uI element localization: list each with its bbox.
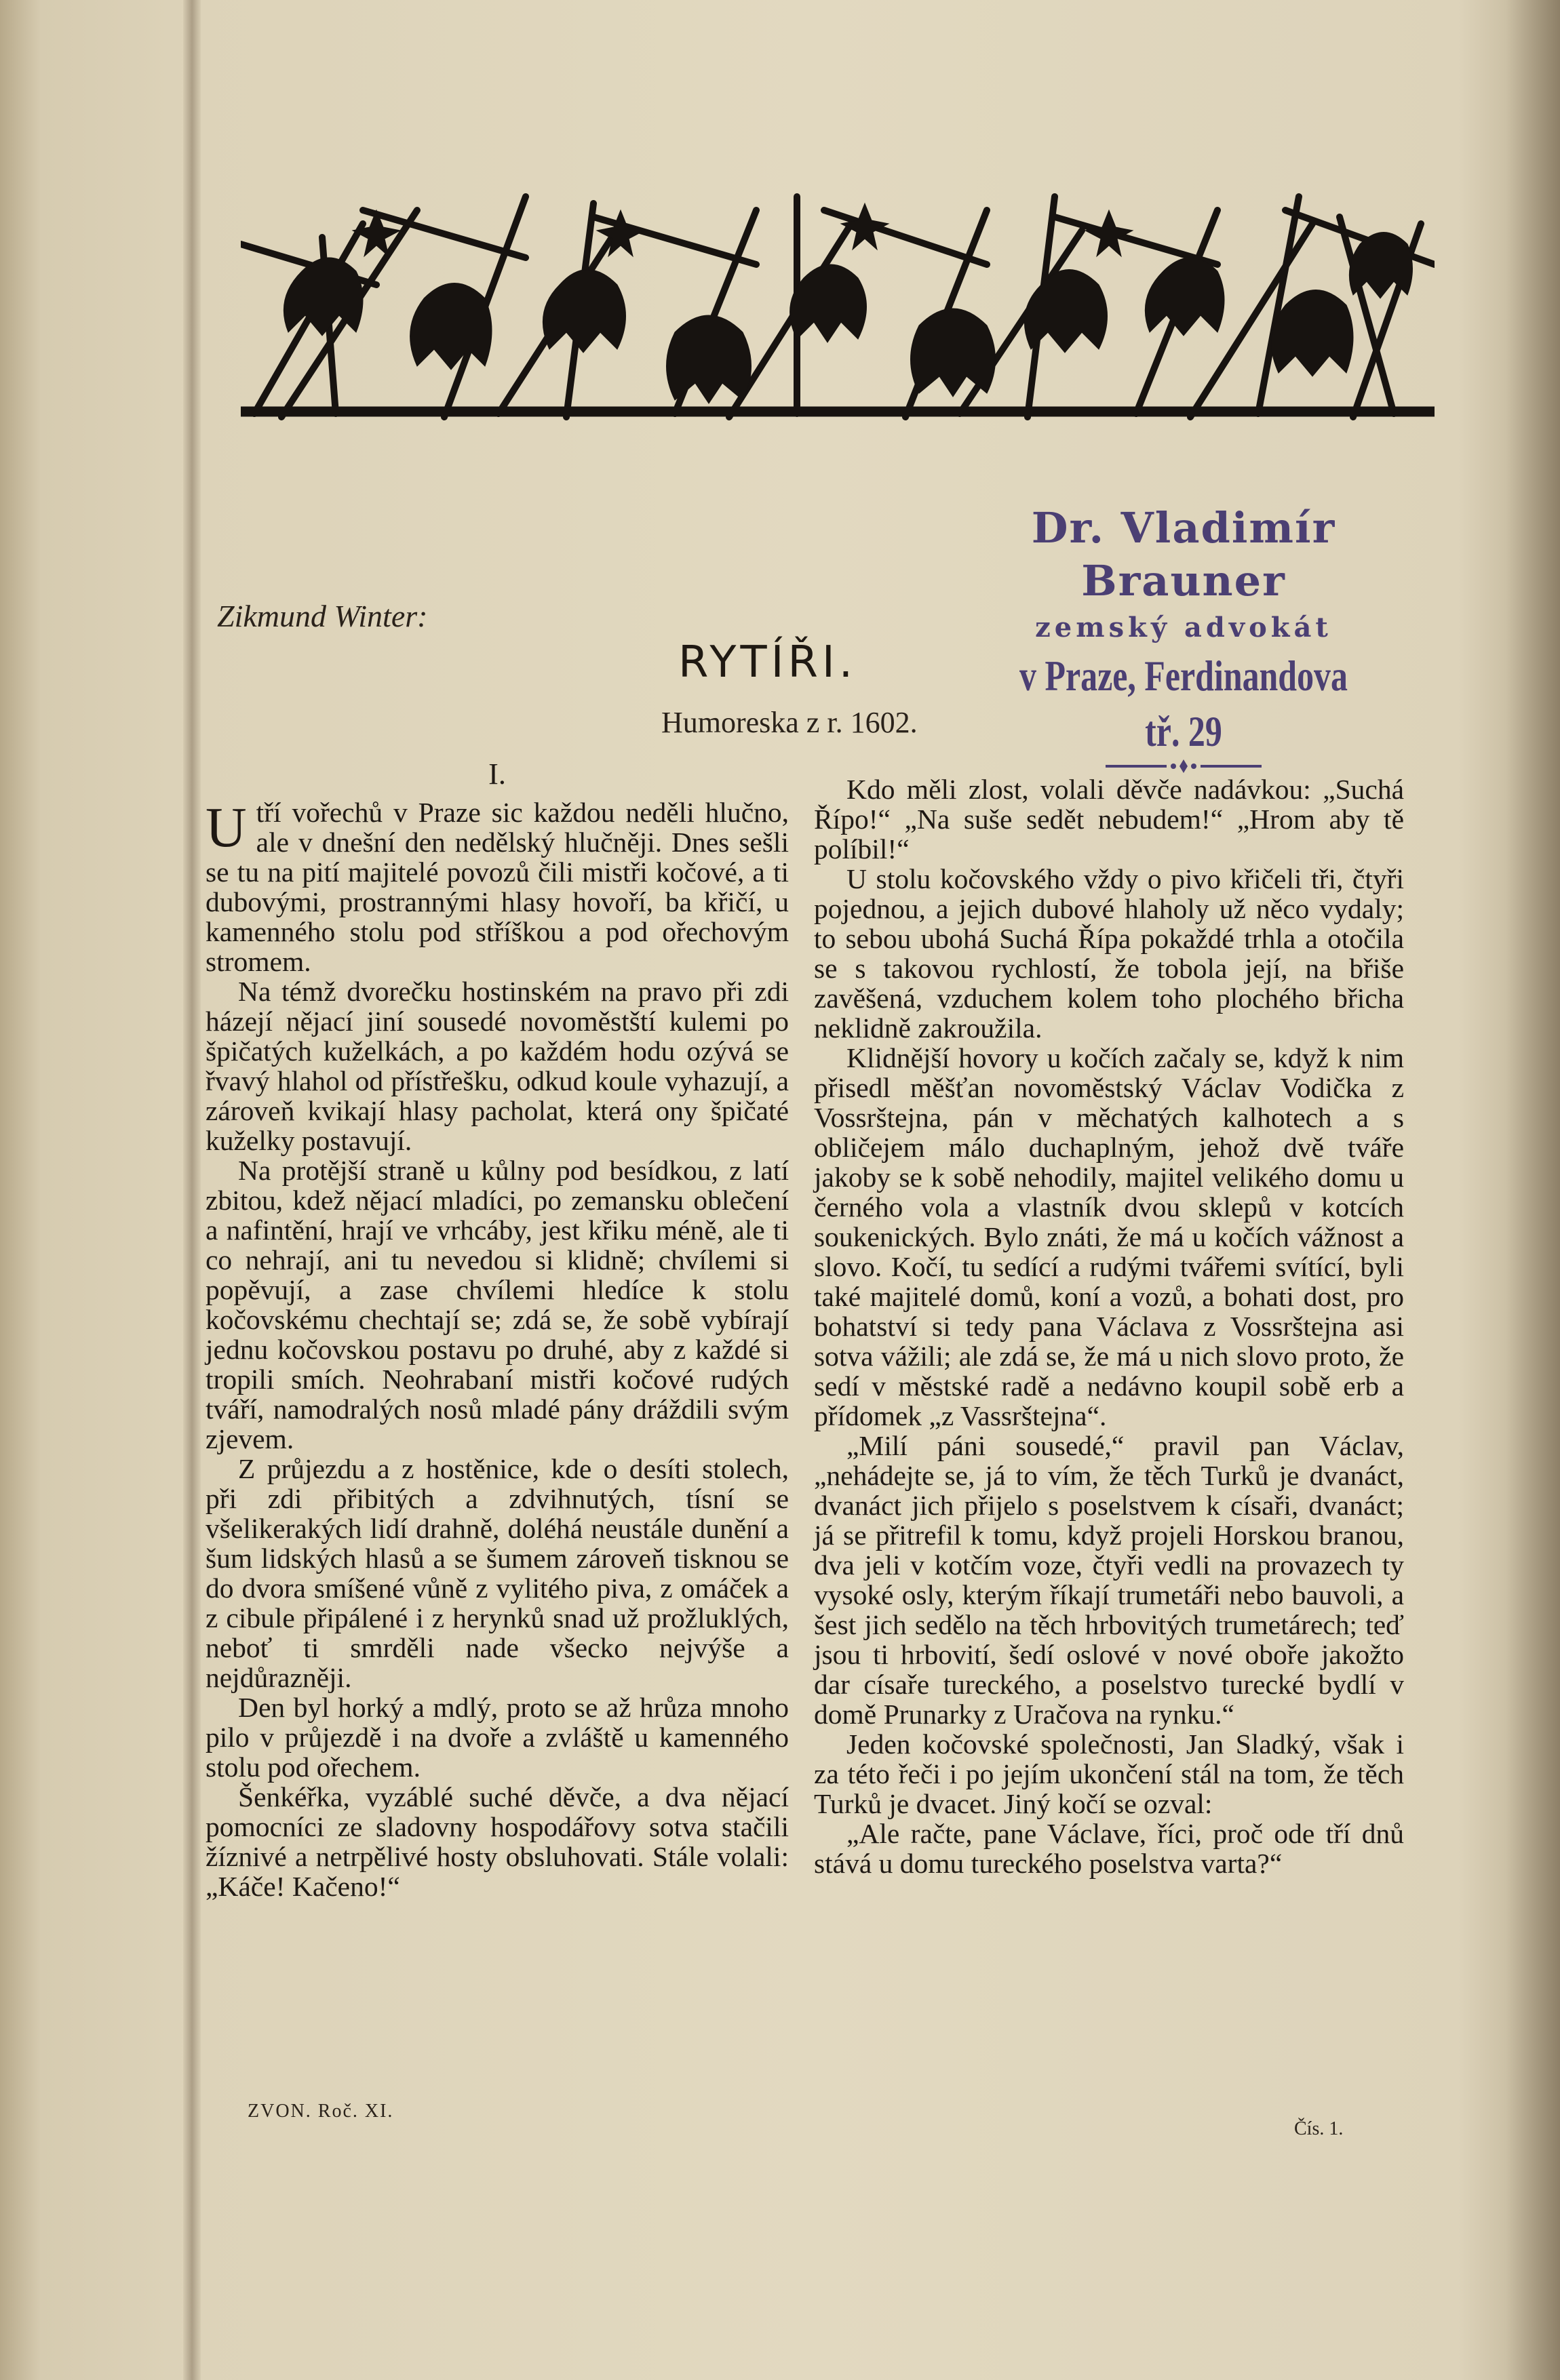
article-subtitle: Humoreska z r. 1602. (661, 706, 918, 739)
right-text-column (814, 774, 1404, 1878)
stamp-profession: zemský advokát (1035, 612, 1332, 643)
paragraph-text: tří vořechů v Praze sic každou neděli hlučno, ale v dnešní den nedělský hlučněji. Dnes sešli se tu na pití majitelé povozů čili mistři kočové, a ti dubovými, prostrannými hlasy hovoří, ba křičí, u kamenného stolu pod stříškou a pod ořechovým stromem. (206, 797, 789, 977)
author-name: Zikmund Winter: (217, 599, 428, 633)
paragraph: Šenkéřka, vyzáblé suché děvče, a dva nějací pomocníci ze sladovny hospodářovy sotva stačili žíznivé a netrpělivé hosty obsluhovati. Stále volali: „Káče! Kačeno!“ (206, 1781, 789, 1902)
paragraph: Na témž dvorečku hostinském na pravo při zdi házejí nějací jiní sousedé novoměstští kulemi po špičatých kuželkách, a po každém hodu ozývá se řvavý hlahol od přístřešku, odkud koule vyhazují, a zároveň kvikají hlasy pacholat, která ony špičaté kuželky postavují. (206, 976, 789, 1156)
stamp-address: v Praze, Ferdinandova tř. 29 (1019, 652, 1348, 755)
stamp-name: Dr. Vladimír Brauner (1031, 503, 1336, 606)
paragraph: Klidnější hovory u kočích začaly se, když k nim přisedl měšťan novoměstský Václav Vodička z Vossrštejna, pán v měchatých kalhotech a s obličejem málo duchaplným, jehož dvě tváře jakoby se k sobě nehodily, majitel velikého domu u černého vola a vlastník dvou sklepů v kotcích soukenických. Bylo znáti, že má u kočích vážnost a slovo. Kočí, tu sedící a rudými tvářemi svítící, byli také majitelé domů, koní a vozů, a bohati dost, pro bohatství si tedy pana Václava z Vossrštejna asi sotva vážili; ale zdá se, že má u nich slovo proto, že sedí v městské radě a nedávno koupil sobě erb a přídomek „z Vassrštejna“. (814, 1042, 1404, 1431)
paragraph (206, 797, 789, 976)
issue-number: Čís. 1. (1294, 2118, 1344, 2139)
paragraph: Z průjezdu a z hostěnice, kde o desíti stolech, při zdi přibitých a zdvihnutých, tísní se všelikerakých lidí drahně, doléhá neustále dunění a šum lidských hlasů a se šumem zároveň tisknou se do dvora smíšené vůně z vylitého piva, z omáček a z cibule připálené i z herynků snad už prožluklých, neboť ti smrděli nade všecko nejvýše a nejdůrazněji. (206, 1453, 789, 1693)
paragraph: „Ale račte, pane Václave, říci, proč ode tří dnů stává u domu tureckého poselstva varta?“ (814, 1818, 1404, 1879)
stamp-flourish (1106, 759, 1262, 773)
floral-ornament-banner (241, 183, 1435, 427)
lawyer-ink-stamp (963, 502, 1404, 755)
paragraph: Kdo měli zlost, volali děvče nadávkou: „Suchá Řípo!“ „Na suše sedět nebudem!“ „Hrom aby tě políbil!“ (814, 774, 1404, 865)
paragraph: Jeden kočovské společnosti, Jan Sladký, však i za této řeči i po jejím ukončení stál na tom, že těch Turků je dvacet. Jiný kočí se ozval: (814, 1728, 1404, 1819)
paragraph: U stolu kočovského vždy o pivo křičeli tři, čtyři pojednou, a jejich dubové hlaholy už něco vydaly; to sebou ubohá Suchá Řípa pokaždé trhla a otočila se s takovou rychlostí, že tobola její, na břiše zavěšená, vzduchem kolem toho plochého břicha neklidně zakroužila. (814, 863, 1404, 1044)
drop-cap: U (206, 796, 247, 859)
journal-footer: ZVON. Roč. XI. (248, 2101, 394, 2122)
left-text-column (206, 754, 789, 1901)
paragraph: „Milí páni sousedé,“ pravil pan Václav, „nehádejte se, já to vím, že těch Turků je dvanáct, dvanáct jich přijelo s poselstvem k císaři, dvanáct; já se přitrefil k tomu, když projeli Horskou branou, dva jeli v kotčím voze, čtyři vedli na provazech ty vysoké osly, kterým říkají trumetáři nebo bauvoli, a šest jich sedělo na těch hrbovitých trumetárech; teď jsou ti hrbovití, šedí oslové v nové oboře jakožto dar císaře tureckého, a poselstvo turecké bydlí v domě Prunarky z Uračova na rynku.“ (814, 1430, 1404, 1730)
paragraph: Den byl horký a mdlý, proto se až hrůza mnoho pilo v průjezdě i na dvoře a zvláště u kamenného stolu pod ořechem. (206, 1692, 789, 1783)
article-title: RYTÍŘI. (678, 637, 857, 688)
book-gutter (183, 0, 201, 2380)
section-number: I. (488, 757, 506, 791)
paragraph: Na protější straně u kůlny pod besídkou, z latí zbitou, kdež nějací mladíci, po zemansku oblečení a nafintění, hrají ve vrhcáby, jest křiku méně, ale ti co nehrají, ani tu nevedou si klidně; chvílemi si popěvují, a zase chvílemi hledíce k stolu kočovskému chechtají se; zdá se, že sobě vybírají jednu kočovskou postavu po druhé, aby z každé si tropili smích. Neohrabaní mistři kočové rudých tváří, namodralých nosů mladé pány dráždili svým zjevem. (206, 1155, 789, 1454)
page-edge-shadow (1506, 0, 1560, 2380)
